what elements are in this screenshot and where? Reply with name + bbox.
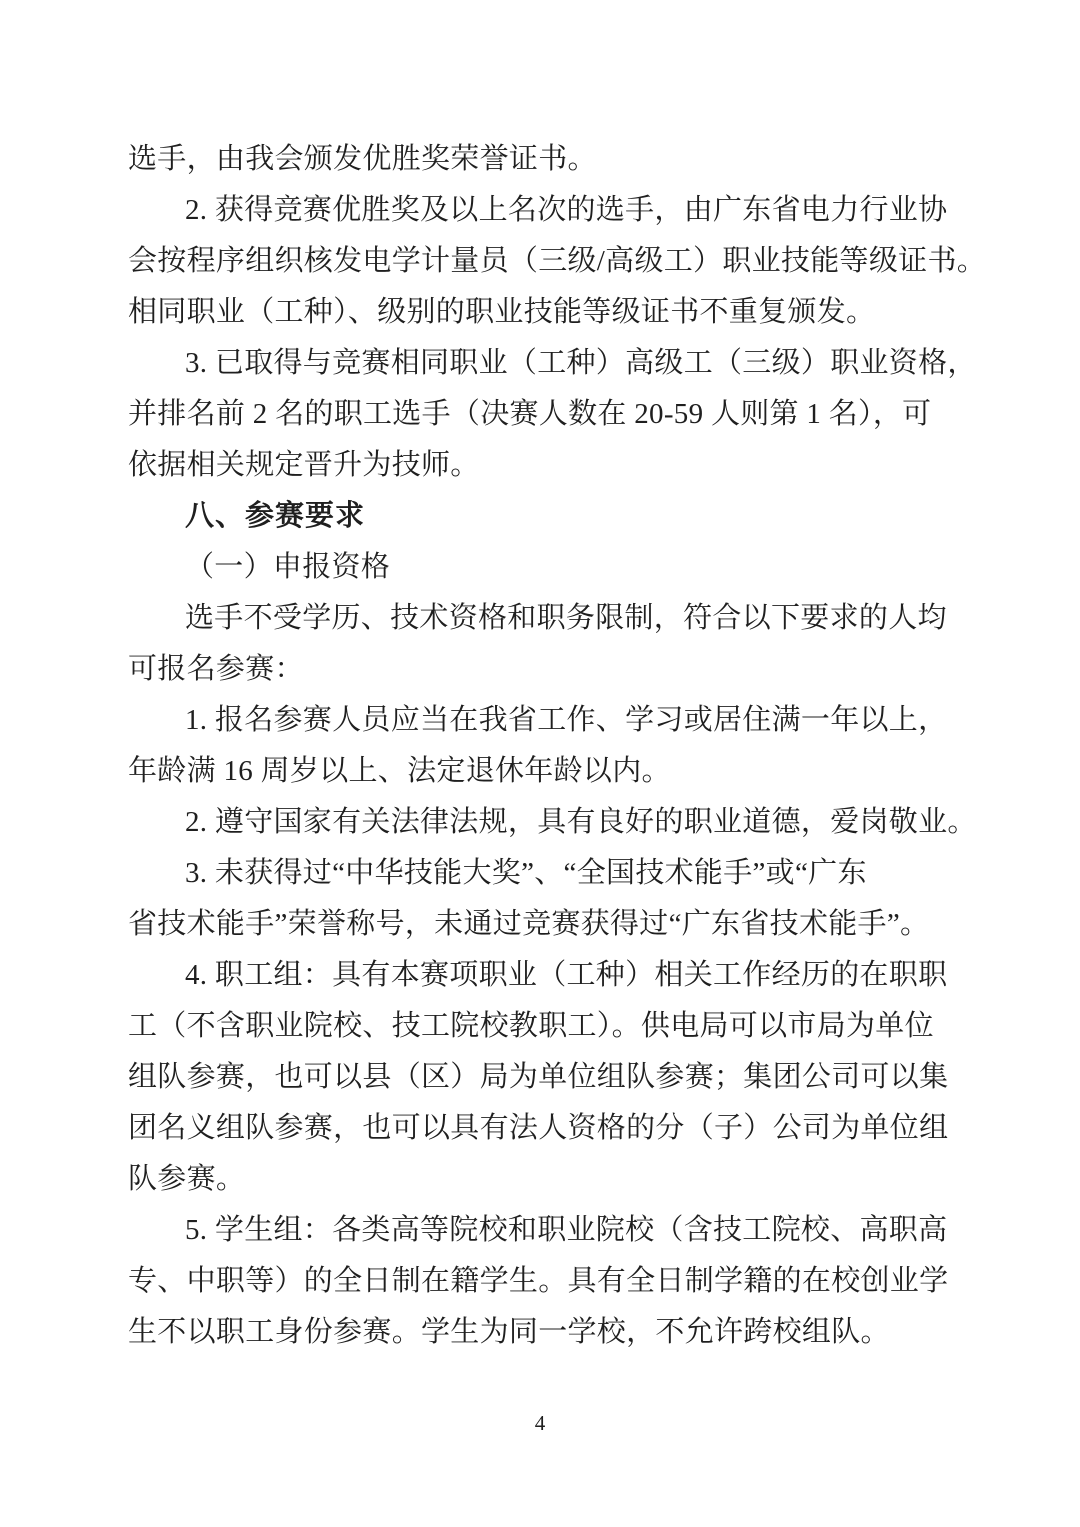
text-line: 5. 学生组：各类高等院校和职业院校（含技工院校、高职高 [185, 1214, 948, 1246]
text-line: 相同职业（工种）、级别的职业技能等级证书不重复颁发。 [128, 296, 876, 328]
text-line: 并排名前 2 名的职工选手（决赛人数在 20-59 人则第 1 名），可 [128, 398, 932, 430]
text-line: 生不以职工身份参赛。学生为同一学校，不允许跨校组队。 [128, 1316, 890, 1348]
text-line: （一）申报资格 [185, 551, 391, 583]
text-line: 依据相关规定晋升为技师。 [128, 449, 480, 481]
paragraph [128, 185, 1008, 338]
paragraph [128, 593, 1008, 695]
text-line: 2. 获得竞赛优胜奖及以上名次的选手，由广东省电力行业协 [185, 194, 948, 226]
text-line: 2. 遵守国家有关法律法规，具有良好的职业道德，爱岗敬业。 [185, 806, 977, 838]
text-line: 组队参赛，也可以县（区）局为单位组队参赛；集团公司可以集 [128, 1061, 949, 1093]
text-line: 省技术能手”荣誉称号，未通过竞赛获得过“广东省技术能手”。 [128, 908, 930, 940]
text-line: 1. 报名参赛人员应当在我省工作、学习或居住满一年以上， [185, 704, 948, 736]
text-line: 3. 已取得与竞赛相同职业（工种）高级工（三级）职业资格， [185, 347, 977, 379]
paragraph [128, 134, 1008, 185]
section-heading: 八、参赛要求 [185, 500, 366, 532]
text-line: 团名义组队参赛，也可以具有法人资格的分（子）公司为单位组 [128, 1112, 949, 1144]
text-line: 年龄满 16 周岁以上、法定退休年龄以内。 [128, 755, 671, 787]
paragraph [128, 695, 1008, 797]
paragraph [128, 338, 1008, 491]
paragraph [128, 950, 1008, 1205]
paragraph [128, 848, 1008, 950]
text-line: 队参赛。 [128, 1163, 246, 1195]
paragraph [128, 797, 1008, 848]
paragraph [128, 1205, 1008, 1358]
text-line: 专、中职等）的全日制在籍学生。具有全日制学籍的在校创业学 [128, 1265, 949, 1297]
text-line: 选手不受学历、技术资格和职务限制，符合以下要求的人均 [185, 602, 947, 634]
text-line: 3. 未获得过“中华技能大奖”、“全国技术能手”或“广东 [185, 857, 867, 889]
document-body [128, 134, 1008, 1358]
text-line: 4. 职工组：具有本赛项职业（工种）相关工作经历的在职职 [185, 959, 948, 991]
text-line: 可报名参赛： [128, 653, 304, 685]
text-line: 工（不含职业院校、技工院校教职工）。供电局可以市局为单位 [128, 1010, 934, 1042]
section-heading-paragraph [128, 491, 1008, 542]
text-line: 选手，由我会颁发优胜奖荣誉证书。 [128, 143, 597, 175]
page-number: 4 [534, 1411, 546, 1435]
paragraph [128, 542, 1008, 593]
text-line: 会按程序组织核发电学计量员（三级/高级工）职业技能等级证书。 [128, 245, 987, 277]
